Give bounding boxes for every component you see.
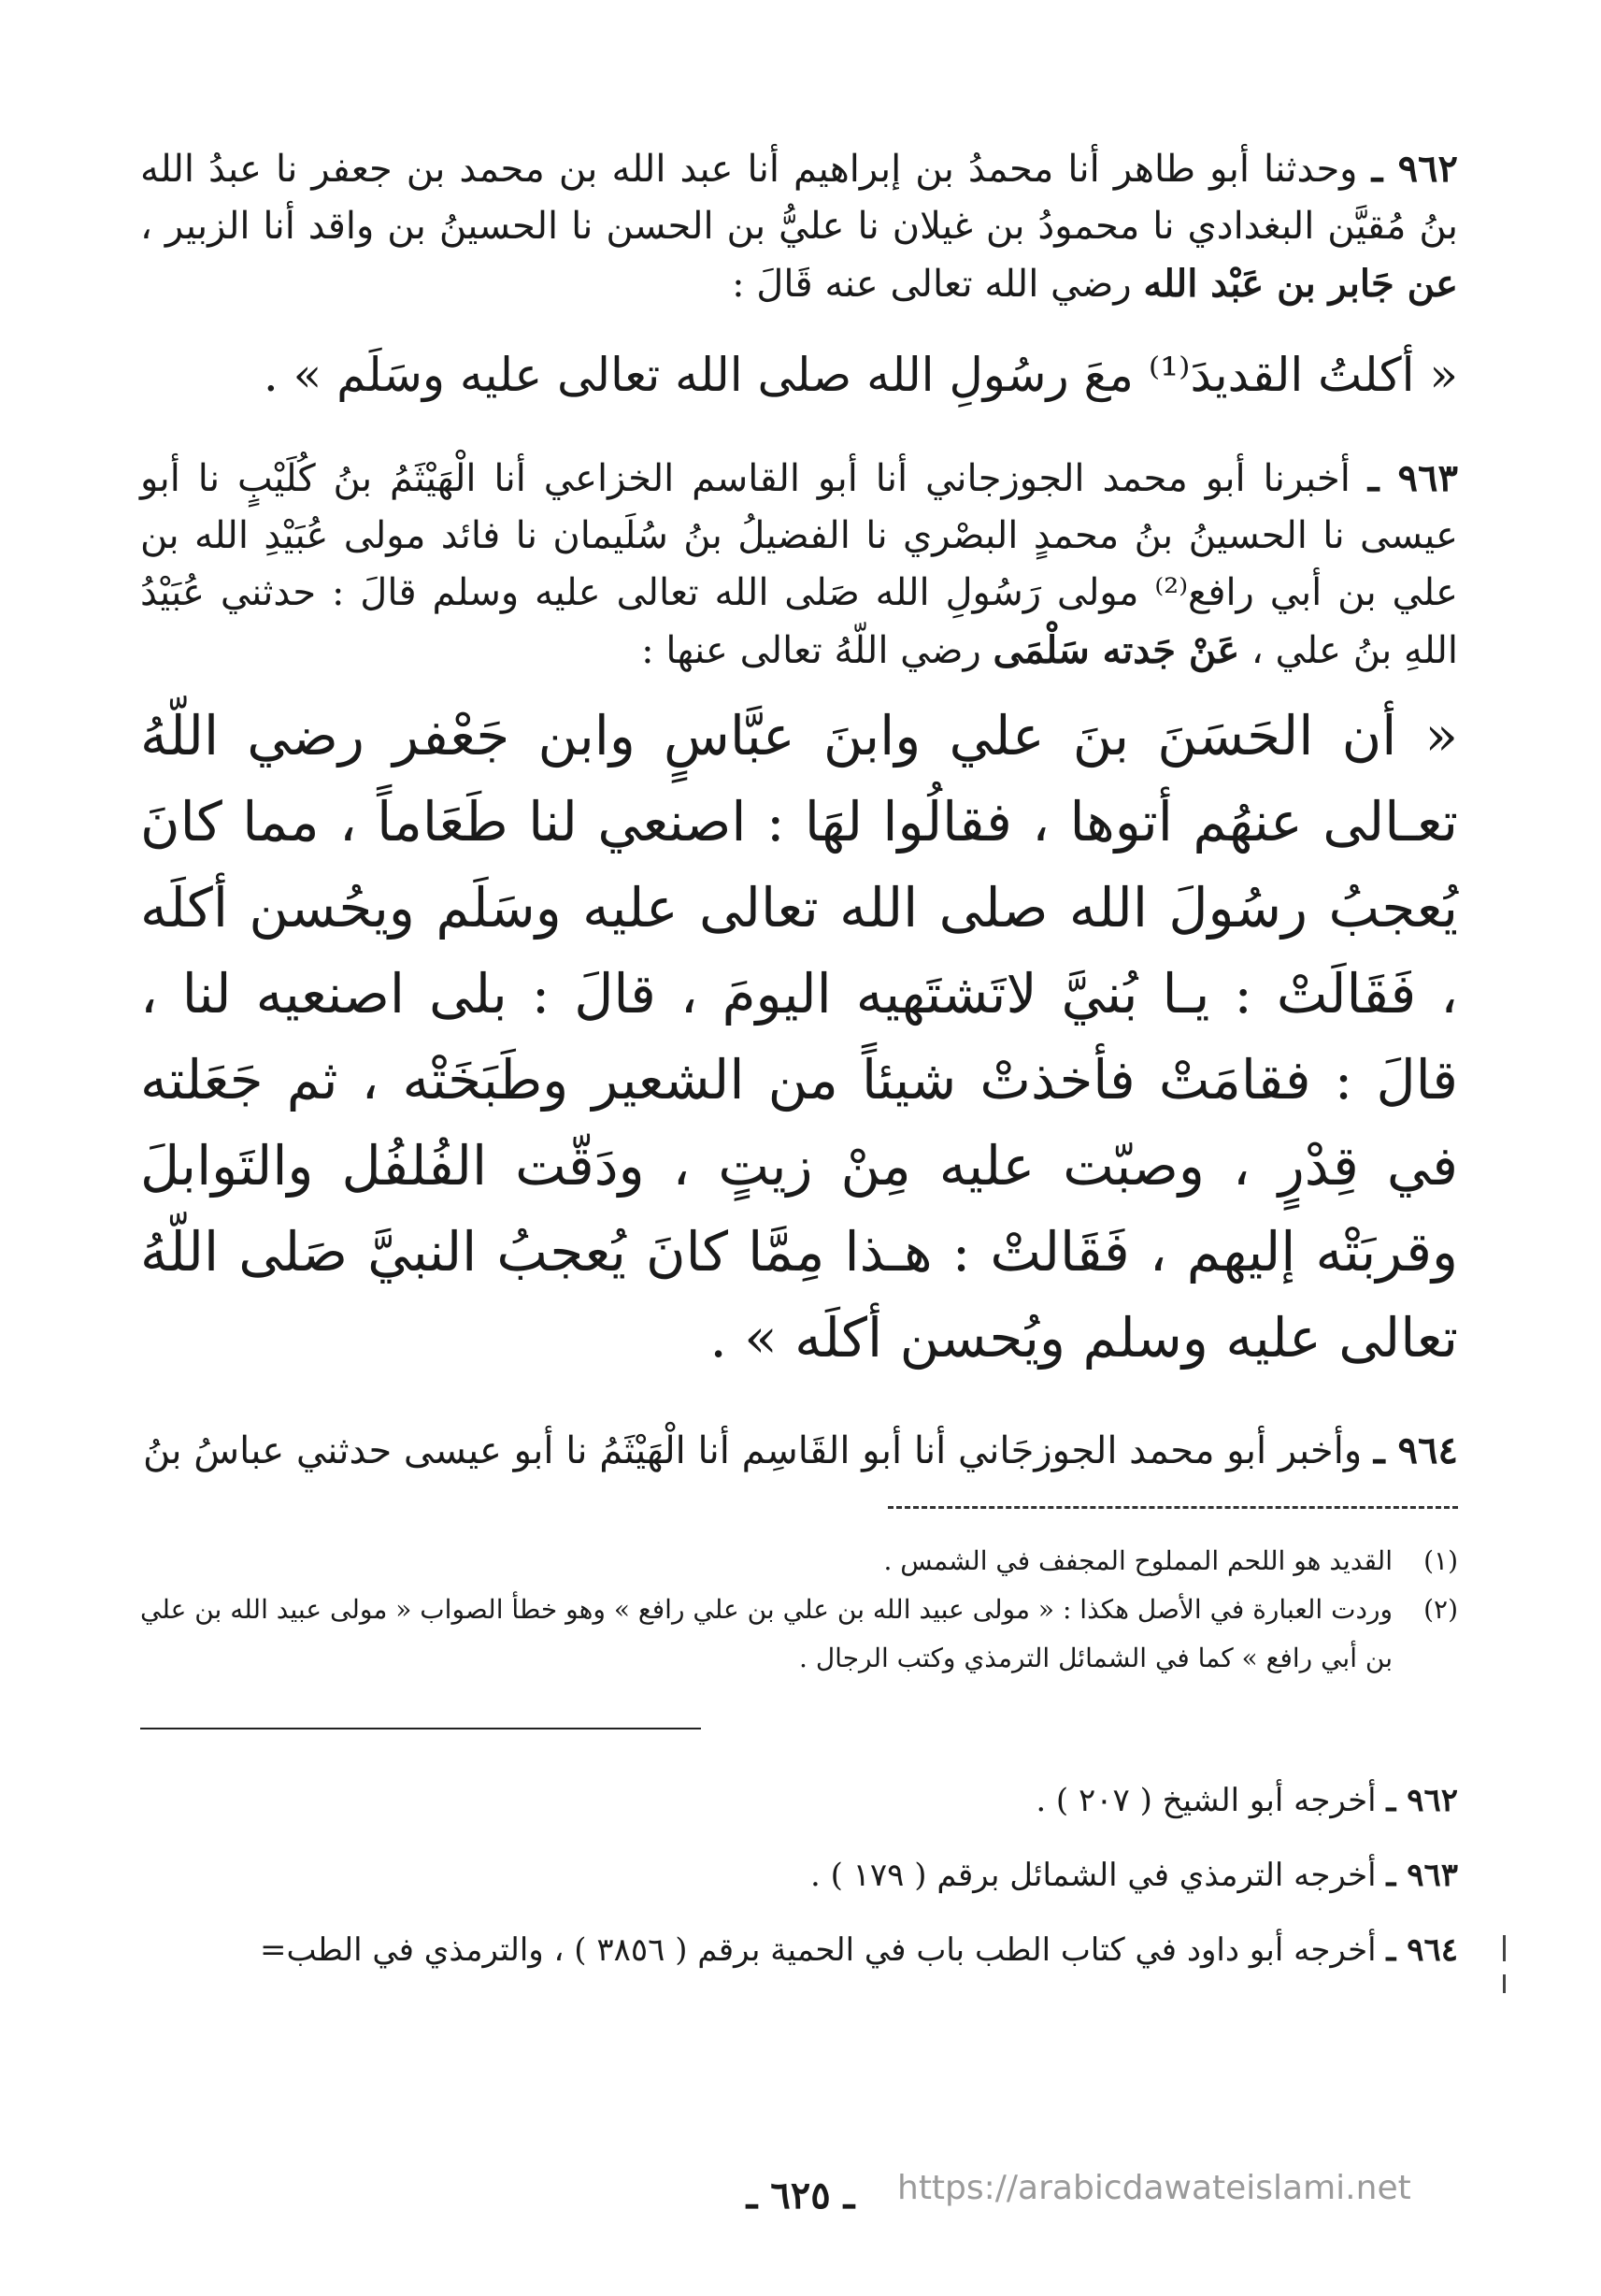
source-text: أخرجه أبو داود في كتاب الطب باب في الحمية برقم ( ٣٨٥٦ ) ، والترمذي في الطب=: [260, 1931, 1387, 1969]
hadith-963-matn: « أن الحَسَنَ بنَ علي وابنَ عبَّاسٍ وابن جَعْفر رضي اللّهُ تعـالى عنهُم أتوها ، فقالُوا لهَا : اصنعي لنا طَعَاماً ، مما كانَ يُعجبُ رسُولَ الله صلى الله تعالى عليه وسَلَم ويحُسن أكلَه ، فَقَالَتْ : يـا بُنيَّ لاتَشتَهيه اليومَ ، قالَ : بلى اصنعيه لنا ، قالَ : فقامَتْ فأخذتْ شيئاً من الشعير وطَبَخَتْه ، ثم جَعَلته في قِدْرٍ ، وصبّت عليه مِنْ زيتٍ ، ودَقّت الفُلفُل والتَوابلَ وقربَتْه إليهم ، فَقَالتْ : هـذا مِمَّا كانَ يُعجبُ النبيَّ صَلى اللّهُ تعالى عليه وسلم ويُحسن أكلَه » .: [140, 704, 1458, 1370]
source-number: ٩٦٣ ـ: [1386, 1857, 1458, 1894]
footnote-number: (١): [1423, 1545, 1458, 1576]
source-item: [140, 1838, 1458, 1913]
source-item: [140, 1763, 1458, 1838]
hadith-number: ٩٦٤ ـ: [1373, 1428, 1458, 1472]
book-page-content: [140, 140, 1458, 2272]
isnad-ending: رضي الله تعالى عنه قَالَ :: [732, 263, 1144, 306]
footnote-separator: [888, 1506, 1458, 1509]
isnad-text: وأخبر أبو محمد الجوزجَاني أنا أبو القَاسِم أنا الْهَيْثَمُ نا أبو عيسى حدثني عباسُ بنُ: [142, 1429, 1374, 1472]
source-number: ٩٦٤ ـ: [1386, 1931, 1458, 1969]
hadith-962-isnad: [140, 140, 1458, 313]
sources-separator: [140, 1728, 701, 1729]
isnad-ending: رضي اللّهُ تعالى عنها :: [641, 629, 993, 672]
hadith-number: ٩٦٣ ـ: [1367, 456, 1458, 500]
footnote-text: القديد هو اللحم المملوح المجفف في الشمس .: [883, 1545, 1393, 1576]
source-text: أخرجه أبو الشيخ ( ٢٠٧ ) .: [1036, 1782, 1387, 1819]
hadith-963-isnad: [140, 450, 1458, 680]
watermark-url: https://arabicdawateislami.net: [897, 2169, 1411, 2207]
footnote-item: [140, 1537, 1458, 1586]
isnad-text: وحدثنا أبو طاهر أنا محمدُ بن إبراهيم أنا عبد الله بن محمد بن جعفر نا عبدُ الله بنُ مُقيَّن البغدادي نا محمودُ بن غيلان نا عليُّ بن الحسن نا الحسينُ بن واقد أنا الزبير ،: [140, 148, 1458, 248]
companion-name: عن جَابر بن عَبْد الله: [1143, 262, 1458, 306]
spacer: [140, 1381, 1458, 1422]
isnad-text: أخبرنا أبو محمد الجوزجاني أنا أبو القاسم الخزاعي أنا الْهَيْثَمُ بنُ كُلَيْبٍ نا أبو عيسى نا الحسينُ بنُ محمدٍ البصْري نا الفضيلُ بنُ سُلَيمان نا فائد مولى عُبَيْدِ الله بن علي بن أبي رافع⁽²⁾ مولى رَسُولِ الله صَلى الله تعالى عليه وسلم قالَ : حدثني عُبَيْدُ اللهِ بنُ علي ،: [140, 457, 1458, 672]
footnote-text: وردت العبارة في الأصل هكذا : « مولى عبيد الله بن علي بن علي رافع » وهو خطأ الصواب « مولى عبيد الله بن علي بن أبي رافع » كما في الشمائل الترمذي وكتب الرجال .: [140, 1594, 1393, 1673]
page-number: ـ ٦٢٥ ـ: [746, 2174, 855, 2217]
scan-edge-mark: [1503, 1974, 1506, 1993]
source-item: [140, 1913, 1458, 1987]
scan-edge-mark: [1503, 1935, 1506, 1961]
footnotes: [140, 1537, 1458, 1683]
companion-name: عَنْ جَدته سَلْمَى: [993, 628, 1240, 672]
hadith-962-matn: « أكلتُ القديدَ⁽¹⁾ معَ رسُولِ الله صلى الله تعالى عليه وسَلَم » .: [263, 348, 1458, 402]
source-number: ٩٦٢ ـ: [1386, 1782, 1458, 1819]
footnote-item: [140, 1586, 1458, 1683]
source-text: أخرجه الترمذي في الشمائل برقم ( ١٧٩ ) .: [809, 1857, 1387, 1894]
hadith-number: ٩٦٢ ـ: [1371, 147, 1459, 191]
hadith-964-isnad: [140, 1422, 1458, 1480]
footnote-number: (٢): [1423, 1594, 1458, 1625]
takhrij-sources: [140, 1763, 1458, 1987]
